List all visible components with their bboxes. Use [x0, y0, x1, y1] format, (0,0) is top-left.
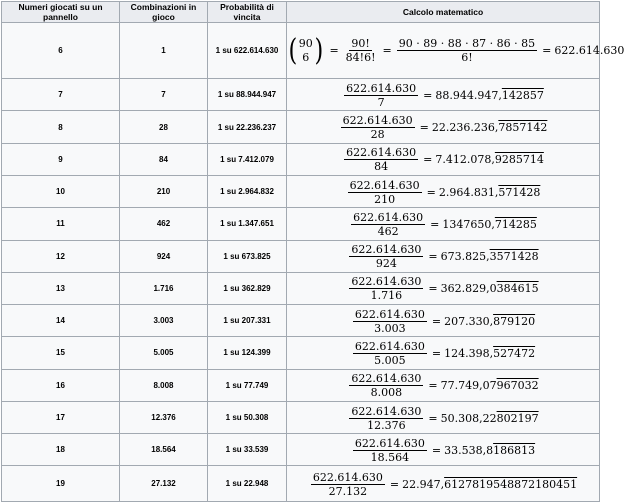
calculation-cell	[287, 111, 600, 143]
formula	[351, 438, 535, 463]
header-combinations: Combinazioni in gioco	[120, 2, 208, 23]
fraction	[344, 83, 418, 108]
probability-cell: 1 su 22.948	[208, 466, 287, 502]
numbers-cell: 14	[2, 305, 120, 337]
fraction-numerator: 622.614.630	[312, 470, 383, 484]
result-prefix: 8	[486, 443, 494, 457]
numbers-cell: 17	[2, 401, 120, 433]
fraction	[397, 38, 537, 63]
fraction-denominator: 8.008	[370, 386, 403, 400]
probability-cell: 1 su 362.829	[208, 272, 287, 304]
result-integer: 362.829,	[440, 282, 490, 296]
combinations-cell: 84	[120, 143, 208, 175]
calculation-cell	[287, 143, 600, 175]
equals-sign: =	[428, 379, 438, 393]
probability-cell: 1 su 33.539	[208, 434, 287, 466]
fraction	[311, 472, 385, 497]
formula	[309, 472, 577, 497]
result-repeating: 879120	[493, 314, 536, 328]
result-repeating: 186813	[493, 443, 536, 457]
result-repeating: 571428	[498, 185, 541, 199]
binomial-coefficient	[287, 32, 324, 68]
result-integer: 33.538,	[444, 443, 487, 457]
result-repeating: 142857	[501, 88, 544, 102]
table-row	[2, 176, 600, 208]
fraction	[353, 309, 427, 334]
probability-cell: 1 su 1.347.651	[208, 208, 287, 240]
formula	[347, 406, 538, 431]
table-row	[2, 401, 600, 433]
calculation-cell	[287, 79, 600, 111]
fraction-denominator: 1.716	[370, 289, 403, 303]
calculation-cell	[287, 208, 600, 240]
combinations-cell: 18.564	[120, 434, 208, 466]
numbers-cell: 7	[2, 79, 120, 111]
result	[442, 219, 537, 230]
combinations-cell: 1	[120, 23, 208, 79]
fraction-numerator: 622.614.630	[351, 243, 422, 257]
fraction-numerator: 622.614.630	[354, 436, 425, 450]
numbers-cell: 10	[2, 176, 120, 208]
fraction-numerator: 622.614.630	[351, 372, 422, 386]
left-paren: (	[288, 32, 298, 68]
fraction	[353, 438, 427, 463]
equals-sign: =	[382, 44, 392, 58]
equals-sign: =	[542, 44, 552, 58]
result-integer: 207.330,	[444, 314, 494, 328]
equals-sign: =	[419, 121, 429, 135]
result	[435, 90, 543, 101]
formula	[347, 244, 538, 269]
calculation-cell	[287, 466, 600, 502]
fraction-denominator: 462	[377, 224, 399, 238]
probability-cell: 1 su 622.614.630	[208, 23, 287, 79]
fraction-denominator: 84!6!	[345, 51, 376, 65]
table-row	[2, 369, 600, 401]
fraction-numerator: 622.614.630	[346, 146, 417, 160]
probability-cell: 1 su 124.399	[208, 337, 287, 369]
result	[441, 283, 539, 294]
result-integer: 22.947,	[402, 477, 445, 491]
combinations-cell: 1.716	[120, 272, 208, 304]
probability-cell: 1 su 207.331	[208, 305, 287, 337]
result-integer: 7.412.078,	[435, 153, 495, 167]
combinations-cell: 462	[120, 208, 208, 240]
numbers-cell: 11	[2, 208, 120, 240]
combinations-cell: 7	[120, 79, 208, 111]
table-row	[2, 337, 600, 369]
fraction-denominator: 28	[370, 128, 385, 142]
fraction	[344, 38, 378, 63]
result-repeating: 6127819548872180451	[444, 477, 578, 491]
combinations-cell: 924	[120, 240, 208, 272]
combinations-cell: 210	[120, 176, 208, 208]
formula	[287, 32, 624, 68]
formula	[339, 115, 548, 140]
header-probability: Probabilità di vincita	[208, 2, 287, 23]
fraction	[349, 406, 423, 431]
fraction-numerator: 622.614.630	[353, 210, 424, 224]
fraction-denominator: 12.376	[367, 418, 406, 432]
result-prefix: 0	[489, 282, 497, 296]
header-row	[2, 2, 600, 23]
calculation-cell	[287, 240, 600, 272]
combinations-cell: 3.003	[120, 305, 208, 337]
fraction-denominator: 27.132	[328, 484, 368, 498]
fraction-denominator: 210	[374, 192, 396, 206]
fraction-denominator: 7	[377, 95, 385, 109]
combinations-cell: 8.008	[120, 369, 208, 401]
result	[444, 445, 535, 456]
table-row	[2, 208, 600, 240]
result-repeating: 802197	[496, 411, 539, 425]
result-repeating: 714285	[494, 217, 537, 231]
fraction	[348, 180, 422, 205]
fraction	[344, 147, 418, 172]
fraction	[353, 341, 427, 366]
formula	[351, 341, 535, 366]
right-paren: )	[314, 32, 323, 68]
numbers-cell: 8	[2, 111, 120, 143]
combinations-cell: 12.376	[120, 401, 208, 433]
result-integer: 124.398,	[444, 346, 494, 360]
probability-cell: 1 su 673.825	[208, 240, 287, 272]
formula	[351, 309, 535, 334]
equals-sign: =	[431, 346, 442, 360]
fraction-denominator: 84	[374, 160, 389, 174]
table-row	[2, 272, 600, 304]
equals-sign: =	[423, 88, 433, 102]
equals-sign: =	[431, 443, 442, 457]
result	[444, 348, 535, 359]
probability-cell: 1 su 88.944.947	[208, 79, 287, 111]
result-repeating: 7857142	[498, 121, 548, 135]
result	[441, 413, 539, 424]
fraction-numerator: 622.614.630	[351, 404, 422, 418]
fraction-numerator: 622.614.630	[354, 307, 425, 321]
fraction-numerator: 90 · 89 · 88 · 87 · 86 · 85	[398, 37, 536, 51]
result	[432, 122, 547, 133]
probability-cell: 1 su 7.412.079	[208, 143, 287, 175]
result-repeating: 3571428	[489, 250, 539, 264]
probability-cell: 1 su 22.236.237	[208, 111, 287, 143]
numbers-cell: 18	[2, 434, 120, 466]
result-integer: 22.236.236,	[431, 121, 499, 135]
fraction-denominator: 6!	[461, 51, 473, 65]
numbers-cell: 6	[2, 23, 120, 79]
combinations-cell: 28	[120, 111, 208, 143]
equals-sign: =	[428, 411, 438, 425]
numbers-cell: 12	[2, 240, 120, 272]
numbers-cell: 13	[2, 272, 120, 304]
calculation-cell	[287, 23, 624, 79]
equals-sign: =	[423, 153, 433, 167]
table-row	[2, 466, 600, 502]
formula	[347, 373, 538, 398]
result-repeating: 384615	[496, 282, 539, 296]
combinations-cell: 5.005	[120, 337, 208, 369]
numbers-cell: 9	[2, 143, 120, 175]
table-row	[2, 305, 600, 337]
fraction-numerator: 622.614.630	[354, 339, 425, 353]
table-row	[2, 143, 600, 175]
result	[435, 154, 543, 165]
probability-table	[1, 1, 624, 502]
result-repeating: 9285714	[494, 153, 544, 167]
result-prefix: 07	[482, 379, 497, 393]
calculation-cell	[287, 369, 600, 401]
table-row	[2, 23, 600, 79]
numbers-cell: 19	[2, 466, 120, 502]
formula	[346, 180, 541, 205]
calculation-cell	[287, 401, 600, 433]
binom-bottom: 6	[302, 51, 310, 65]
result-integer: 1347650,	[442, 217, 495, 231]
equals-sign: =	[428, 250, 438, 264]
fraction-numerator: 622.614.630	[349, 178, 420, 192]
fraction-numerator: 622.614.630	[351, 275, 422, 289]
fraction	[341, 115, 415, 140]
probability-cell: 1 su 50.308	[208, 401, 287, 433]
result-integer: 2.964.831,	[438, 185, 499, 199]
calculation-cell	[287, 272, 600, 304]
result	[441, 251, 539, 262]
result	[402, 479, 577, 490]
probability-cell: 1 su 2.964.832	[208, 176, 287, 208]
binomial-stack	[299, 38, 313, 63]
binom-top: 90	[298, 37, 313, 51]
equals-sign: =	[389, 477, 400, 491]
table-row	[2, 79, 600, 111]
result: 622.614.630	[554, 44, 624, 58]
equals-sign: =	[428, 282, 438, 296]
formula	[342, 147, 544, 172]
result-integer: 88.944.947,	[435, 88, 502, 102]
combinations-cell: 27.132	[120, 466, 208, 502]
table-row	[2, 111, 600, 143]
equals-sign: =	[430, 217, 440, 231]
result	[444, 316, 535, 327]
fraction	[351, 212, 425, 237]
numbers-cell: 16	[2, 369, 120, 401]
fraction-denominator: 18.564	[370, 450, 410, 464]
header-calculation: Calcolo matematico	[287, 2, 600, 23]
result-integer: 673.825,	[440, 250, 490, 264]
fraction-numerator: 622.614.630	[342, 114, 413, 128]
equals-sign: =	[329, 44, 339, 58]
result	[439, 187, 540, 198]
result-repeating: 967032	[496, 379, 539, 393]
equals-sign: =	[431, 314, 442, 328]
calculation-cell	[287, 305, 600, 337]
probability-cell: 1 su 77.749	[208, 369, 287, 401]
formula	[342, 83, 544, 108]
result-repeating: 527472	[493, 346, 536, 360]
fraction	[349, 244, 423, 269]
fraction-denominator: 5.005	[374, 353, 406, 367]
table-row	[2, 434, 600, 466]
fraction-numerator: 622.614.630	[346, 81, 417, 95]
result-integer: 77.749,	[440, 379, 483, 393]
table-row	[2, 240, 600, 272]
fraction-numerator: 90!	[351, 37, 370, 51]
header-numbers: Numeri giocati su un pannello	[2, 2, 120, 23]
equals-sign: =	[426, 185, 436, 199]
fraction-denominator: 3.003	[374, 321, 406, 335]
fraction-denominator: 924	[375, 257, 397, 271]
formula	[347, 276, 538, 301]
calculation-cell	[287, 337, 600, 369]
calculation-cell	[287, 434, 600, 466]
fraction	[349, 276, 423, 301]
result	[441, 380, 539, 391]
formula	[349, 212, 537, 237]
calculation-cell	[287, 176, 600, 208]
numbers-cell: 15	[2, 337, 120, 369]
result-integer: 50.308,	[440, 411, 483, 425]
result-prefix: 22	[482, 411, 497, 425]
fraction	[349, 373, 423, 398]
